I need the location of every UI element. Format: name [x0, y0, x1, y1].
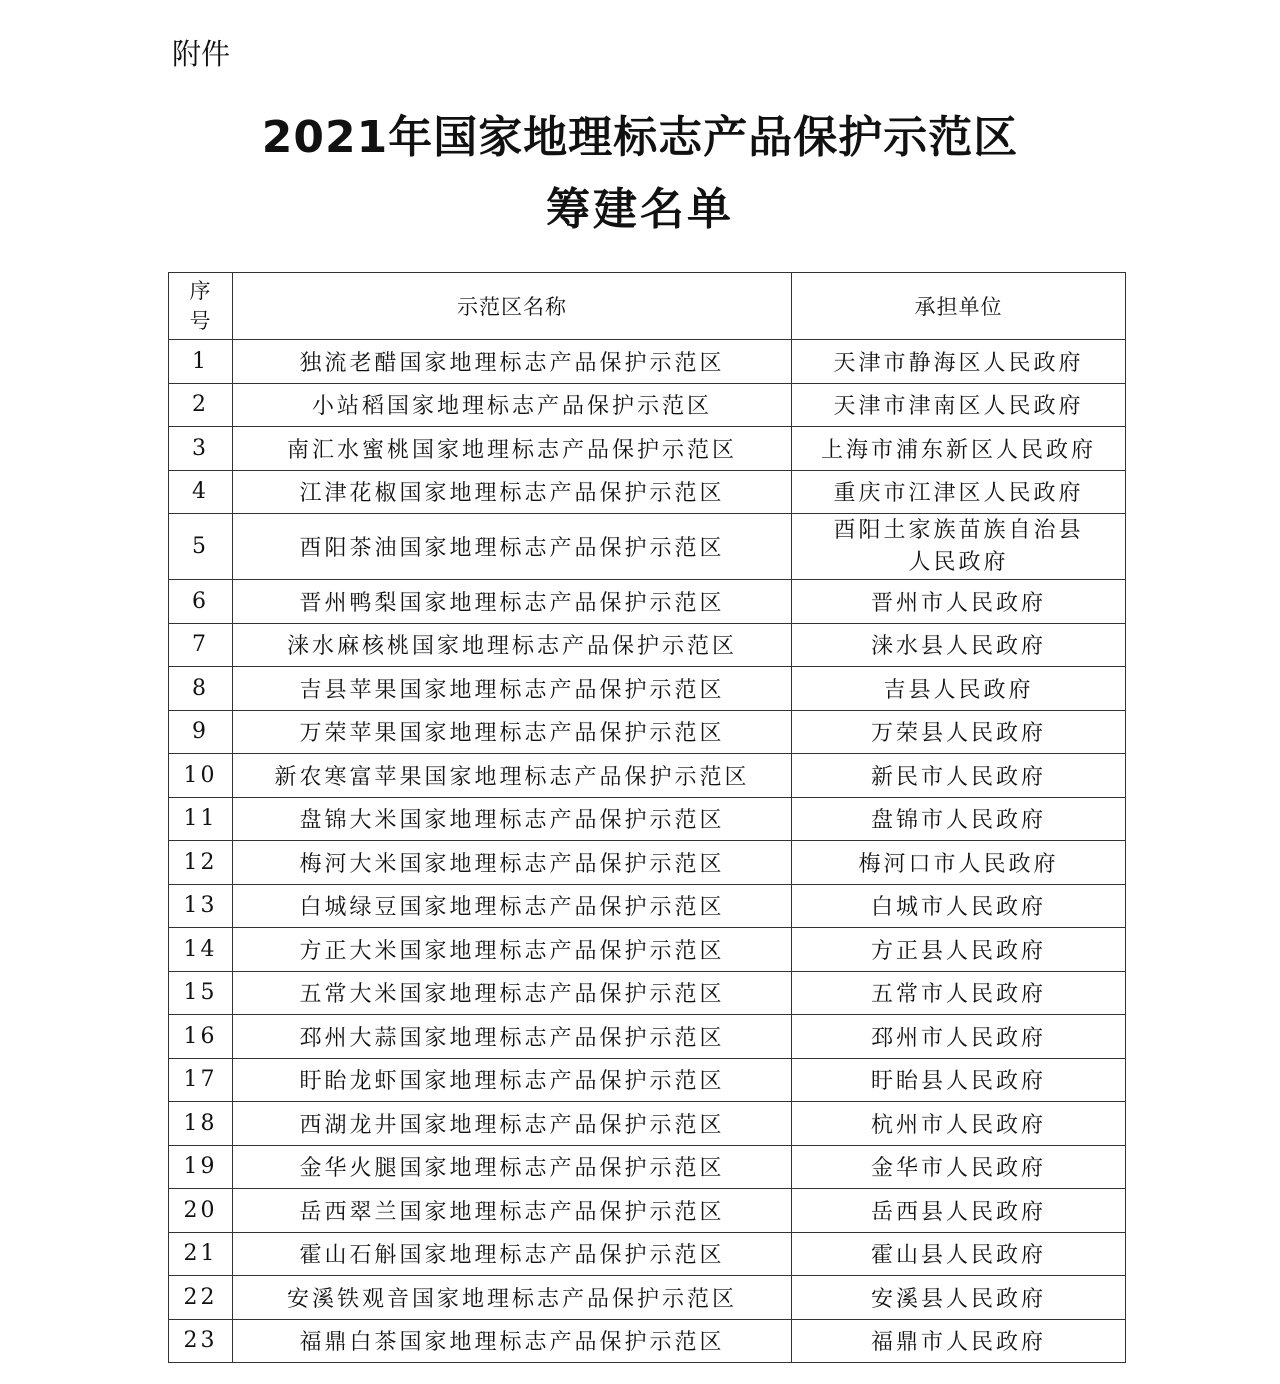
cell-zone-name: 方正大米国家地理标志产品保护示范区: [233, 928, 792, 972]
cell-serial-number: 5: [169, 514, 233, 580]
cell-zone-name: 盘锦大米国家地理标志产品保护示范区: [233, 797, 792, 841]
cell-serial-number: 17: [169, 1058, 233, 1102]
cell-responsible-unit: 五常市人民政府: [792, 971, 1126, 1015]
cell-responsible-unit: 白城市人民政府: [792, 884, 1126, 928]
cell-responsible-unit: 邳州市人民政府: [792, 1015, 1126, 1059]
cell-serial-number: 1: [169, 340, 233, 384]
document-title-line2: 筹建名单: [546, 184, 734, 235]
cell-zone-name: 安溪铁观音国家地理标志产品保护示范区: [233, 1276, 792, 1320]
cell-responsible-unit: 新民市人民政府: [792, 754, 1126, 798]
table-row: [169, 667, 1126, 711]
cell-responsible-unit: 金华市人民政府: [792, 1145, 1126, 1189]
header-responsible-unit: 承担单位: [792, 273, 1126, 340]
cell-zone-name: 晋州鸭梨国家地理标志产品保护示范区: [233, 580, 792, 624]
cell-responsible-unit: 上海市浦东新区人民政府: [792, 427, 1126, 471]
header-serial-number: [169, 273, 233, 340]
cell-responsible-unit: 梅河口市人民政府: [792, 841, 1126, 885]
cell-serial-number: 22: [169, 1276, 233, 1320]
cell-serial-number: 2: [169, 383, 233, 427]
cell-responsible-unit-line1: 酉阳土家族苗族自治县: [833, 517, 1084, 543]
cell-responsible-unit: 岳西县人民政府: [792, 1189, 1126, 1233]
cell-responsible-unit: 晋州市人民政府: [792, 580, 1126, 624]
header-serial-line2: 号: [189, 309, 212, 333]
cell-serial-number: 11: [169, 797, 233, 841]
cell-zone-name: 万荣苹果国家地理标志产品保护示范区: [233, 710, 792, 754]
table-row: [169, 1319, 1126, 1363]
table-row: [169, 383, 1126, 427]
header-serial-line1: 序: [189, 279, 212, 303]
cell-responsible-unit: 杭州市人民政府: [792, 1102, 1126, 1146]
demo-zone-table: [168, 272, 1126, 1363]
cell-serial-number: 19: [169, 1145, 233, 1189]
table-header-row: [169, 273, 1126, 340]
cell-zone-name: 南汇水蜜桃国家地理标志产品保护示范区: [233, 427, 792, 471]
cell-serial-number: 18: [169, 1102, 233, 1146]
table-row: [169, 928, 1126, 972]
table-row: [169, 1015, 1126, 1059]
cell-serial-number: 23: [169, 1319, 233, 1363]
cell-zone-name: 五常大米国家地理标志产品保护示范区: [233, 971, 792, 1015]
cell-zone-name: 岳西翠兰国家地理标志产品保护示范区: [233, 1189, 792, 1233]
cell-responsible-unit: 盱眙县人民政府: [792, 1058, 1126, 1102]
table-row: [169, 427, 1126, 471]
table-row: [169, 1102, 1126, 1146]
cell-responsible-unit-line2: 人民政府: [908, 549, 1009, 575]
cell-serial-number: 4: [169, 470, 233, 514]
table-row: [169, 470, 1126, 514]
cell-responsible-unit: 盘锦市人民政府: [792, 797, 1126, 841]
table-row: [169, 971, 1126, 1015]
table-row: [169, 1189, 1126, 1233]
cell-zone-name: 新农寒富苹果国家地理标志产品保护示范区: [233, 754, 792, 798]
cell-serial-number: 15: [169, 971, 233, 1015]
cell-zone-name: 金华火腿国家地理标志产品保护示范区: [233, 1145, 792, 1189]
attachment-label: 附件: [172, 37, 231, 71]
cell-responsible-unit: 福鼎市人民政府: [792, 1319, 1126, 1363]
cell-serial-number: 6: [169, 580, 233, 624]
table-row: [169, 1232, 1126, 1276]
cell-serial-number: 10: [169, 754, 233, 798]
table-row: [169, 841, 1126, 885]
cell-zone-name: 小站稻国家地理标志产品保护示范区: [233, 383, 792, 427]
cell-responsible-unit: 天津市静海区人民政府: [792, 340, 1126, 384]
table-row: [169, 1276, 1126, 1320]
cell-zone-name: 涞水麻核桃国家地理标志产品保护示范区: [233, 623, 792, 667]
cell-zone-name: 西湖龙井国家地理标志产品保护示范区: [233, 1102, 792, 1146]
cell-responsible-unit: 万荣县人民政府: [792, 710, 1126, 754]
cell-zone-name: 盱眙龙虾国家地理标志产品保护示范区: [233, 1058, 792, 1102]
table-row: [169, 514, 1126, 580]
cell-responsible-unit: 吉县人民政府: [792, 667, 1126, 711]
cell-responsible-unit: 霍山县人民政府: [792, 1232, 1126, 1276]
cell-serial-number: 13: [169, 884, 233, 928]
cell-responsible-unit: 重庆市江津区人民政府: [792, 470, 1126, 514]
cell-responsible-unit: 方正县人民政府: [792, 928, 1126, 972]
table-row: [169, 884, 1126, 928]
cell-zone-name: 白城绿豆国家地理标志产品保护示范区: [233, 884, 792, 928]
header-zone-name: 示范区名称: [233, 273, 792, 340]
cell-serial-number: 9: [169, 710, 233, 754]
cell-serial-number: 8: [169, 667, 233, 711]
table-row: [169, 580, 1126, 624]
cell-serial-number: 7: [169, 623, 233, 667]
cell-serial-number: 21: [169, 1232, 233, 1276]
table-row: [169, 623, 1126, 667]
table-row: [169, 797, 1126, 841]
cell-zone-name: 梅河大米国家地理标志产品保护示范区: [233, 841, 792, 885]
cell-responsible-unit: 天津市津南区人民政府: [792, 383, 1126, 427]
cell-zone-name: 独流老醋国家地理标志产品保护示范区: [233, 340, 792, 384]
table-row: [169, 1145, 1126, 1189]
table-row: [169, 1058, 1126, 1102]
cell-zone-name: 酉阳茶油国家地理标志产品保护示范区: [233, 514, 792, 580]
document-title-line1: 2021年国家地理标志产品保护示范区: [261, 112, 1019, 163]
cell-zone-name: 邳州大蒜国家地理标志产品保护示范区: [233, 1015, 792, 1059]
cell-serial-number: 14: [169, 928, 233, 972]
cell-responsible-unit: 涞水县人民政府: [792, 623, 1126, 667]
cell-responsible-unit: 安溪县人民政府: [792, 1276, 1126, 1320]
cell-zone-name: 吉县苹果国家地理标志产品保护示范区: [233, 667, 792, 711]
cell-serial-number: 3: [169, 427, 233, 471]
cell-serial-number: 16: [169, 1015, 233, 1059]
cell-zone-name: 霍山石斛国家地理标志产品保护示范区: [233, 1232, 792, 1276]
cell-serial-number: 12: [169, 841, 233, 885]
table-row: [169, 710, 1126, 754]
cell-zone-name: 福鼎白茶国家地理标志产品保护示范区: [233, 1319, 792, 1363]
table-row: [169, 340, 1126, 384]
cell-responsible-unit: [792, 514, 1126, 580]
cell-serial-number: 20: [169, 1189, 233, 1233]
table-row: [169, 754, 1126, 798]
cell-zone-name: 江津花椒国家地理标志产品保护示范区: [233, 470, 792, 514]
